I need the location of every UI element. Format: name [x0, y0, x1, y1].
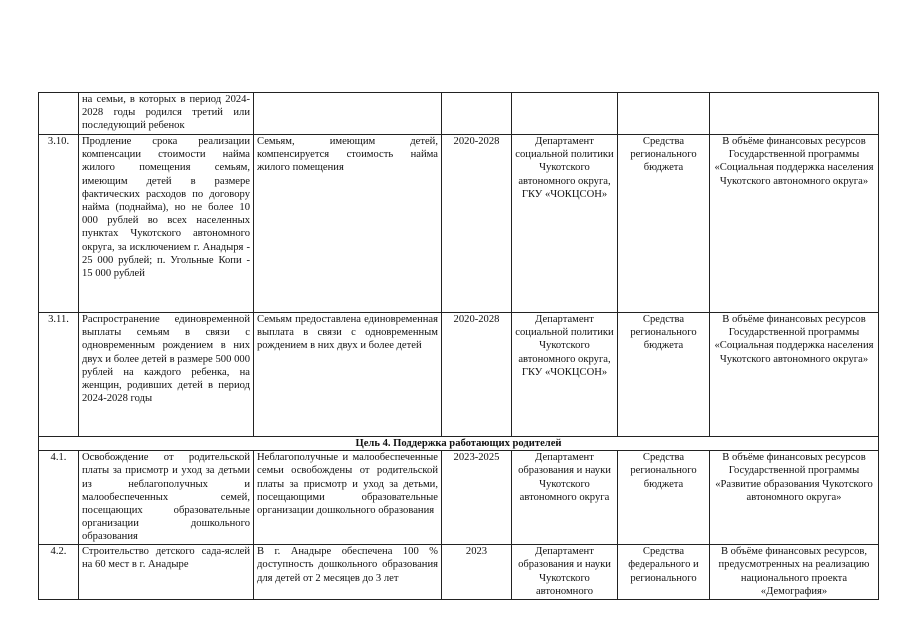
measures-table	[38, 92, 879, 600]
table-row	[39, 313, 879, 437]
source-cell	[618, 93, 710, 135]
period-cell	[442, 93, 512, 135]
measure-cell: Освобождение от родительской платы за присмотр и уход за детьми из неблагополучных и малообеспеченных семей, посещающих образовательные организации дошкольного образования	[79, 451, 254, 545]
volume-cell	[710, 93, 879, 135]
executor-cell: Департамент образования и науки Чукотского автономного округа	[512, 451, 618, 545]
table-row	[39, 545, 879, 600]
goal-row	[39, 437, 879, 451]
result-cell: В г. Анадыре обеспечена 100 % доступность дошкольного образования для детей от 2 месяцев до 3 лет	[254, 545, 442, 600]
source-cell: Средства регионального бюджета	[618, 313, 710, 437]
executor-cell: Департамент образования и науки Чукотского автономного	[512, 545, 618, 600]
period-cell: 2023-2025	[442, 451, 512, 545]
result-cell	[254, 93, 442, 135]
volume-cell: В объёме финансовых ресурсов Государственной программы «Социальная поддержка населения Чукотского автономного округа»	[710, 135, 879, 313]
table-row	[39, 451, 879, 545]
row-number: 4.2.	[39, 545, 79, 600]
source-cell: Средства регионального бюджета	[618, 135, 710, 313]
period-cell: 2020-2028	[442, 135, 512, 313]
row-number: 4.1.	[39, 451, 79, 545]
volume-cell: В объёме финансовых ресурсов Государственной программы «Социальная поддержка населения Чукотского автономного округа»	[710, 313, 879, 437]
measure-cell: Продление срока реализации компенсации стоимости найма жилого помещения семьям, имеющим детей в размере фактических расходов по договору найма (поднайма), но не более 10 000 рублей во всех населенных пунктах Чукотского автономного округа, за исключением г. Анадыря - 25 000 рублей; п. Угольные Копи - 15 000 рублей	[79, 135, 254, 313]
volume-cell: В объёме финансовых ресурсов, предусмотренных на реализацию национального проекта «Демография»	[710, 545, 879, 600]
executor-cell	[512, 93, 618, 135]
period-cell: 2020-2028	[442, 313, 512, 437]
table-row	[39, 93, 879, 135]
source-cell: Средства регионального бюджета	[618, 451, 710, 545]
measure-cell: Строительство детского сада-яслей на 60 мест в г. Анадыре	[79, 545, 254, 600]
goal-title: Цель 4. Поддержка работающих родителей	[39, 437, 879, 451]
result-cell: Неблагополучные и малообеспеченные семьи освобождены от родительской платы за присмотр и уход за детьми, посещающими образовательные организации дошкольного образования	[254, 451, 442, 545]
source-cell: Средства федерального и регионального	[618, 545, 710, 600]
row-number: 3.10.	[39, 135, 79, 313]
row-number	[39, 93, 79, 135]
volume-cell: В объёме финансовых ресурсов Государственной программы «Развитие образования Чукотского автономного округа»	[710, 451, 879, 545]
row-number: 3.11.	[39, 313, 79, 437]
period-cell: 2023	[442, 545, 512, 600]
result-cell: Семьям, имеющим детей, компенсируется стоимость найма жилого помещения	[254, 135, 442, 313]
executor-cell: Департамент социальной политики Чукотского автономного округа, ГКУ «ЧОКЦСОН»	[512, 135, 618, 313]
measure-cell: на семьи, в которых в период 2024-2028 годы родился третий или последующий ребенок	[79, 93, 254, 135]
executor-cell: Департамент социальной политики Чукотского автономного округа, ГКУ «ЧОКЦСОН»	[512, 313, 618, 437]
table-row	[39, 135, 879, 313]
result-cell: Семьям предоставлена единовременная выплата в связи с одновременным рождением в них двух и более детей	[254, 313, 442, 437]
measure-cell: Распространение единовременной выплаты семьям в связи с одновременным рождением в них двух и более детей в размере 500 000 рублей на каждого ребенка, на женщин, родивших детей в период 2024-2028 годы	[79, 313, 254, 437]
